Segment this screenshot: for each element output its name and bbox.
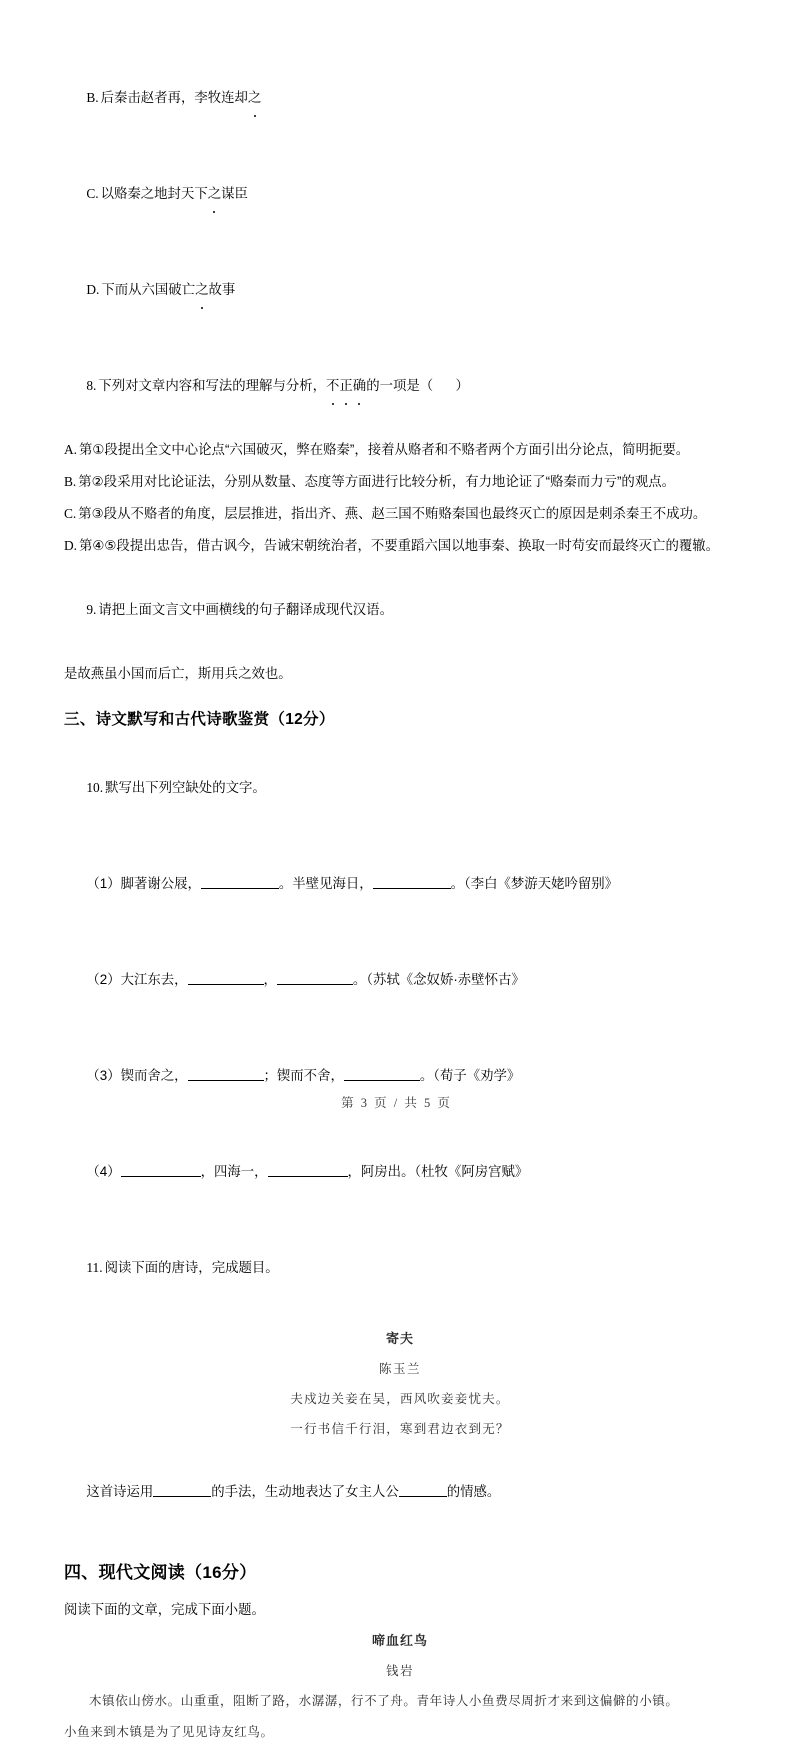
prompt-text: 的情感。 — [446, 1484, 501, 1499]
option-text: 下而从六国破亡 — [101, 282, 196, 297]
answer-blank[interactable] — [277, 971, 353, 985]
option-row — [64, 50, 736, 146]
option-row — [64, 434, 736, 466]
question-stem-text: 下列对文章内容和写法的理解与分析， — [98, 378, 327, 393]
poem-title: 寄夫 — [385, 1331, 414, 1346]
question-stem-tail: 的一项是（ ） — [366, 378, 469, 393]
prompt-text: 的手法，生动地表达了女主人公 — [211, 1484, 399, 1499]
question-number: 10. — [86, 780, 104, 795]
answer-blank[interactable] — [373, 875, 451, 889]
item-text: ，四海一， — [200, 1164, 268, 1179]
fill-blank-item — [64, 932, 736, 1028]
option-row — [64, 498, 736, 530]
answer-blank[interactable] — [399, 1483, 447, 1497]
item-marker: （4） — [86, 1164, 121, 1179]
answer-blank[interactable] — [121, 1163, 201, 1177]
item-source: 。（苏轼《念奴娇·赤壁怀古》 — [352, 972, 525, 987]
answer-blank[interactable] — [153, 1483, 211, 1497]
poem-author: 陈玉兰 — [378, 1362, 421, 1376]
answer-blank[interactable] — [268, 1163, 348, 1177]
option-text: 第③段从不赂者的角度，层层推进，指出齐、燕、赵三国不贿赂秦国也最终灭亡的原因是刺杀秦王不成功。 — [78, 506, 707, 521]
option-row — [64, 146, 736, 242]
article-paragraph: 小鱼来到木镇是为了见见诗友红鸟。 — [64, 1725, 274, 1739]
section-4-instruction: 阅读下面的文章，完成下面小题。 — [64, 1602, 265, 1617]
option-label: D. — [64, 538, 78, 553]
question-stem-text: 阅读下面的唐诗，完成题目。 — [104, 1260, 279, 1275]
question-number: 9. — [86, 602, 97, 617]
option-row — [64, 466, 736, 498]
question-10-stem — [64, 740, 736, 836]
option-label: B. — [64, 474, 77, 489]
item-marker: （3） — [86, 1068, 121, 1083]
item-text: 锲而舍之， — [120, 1068, 188, 1083]
question-8-stem — [64, 338, 736, 434]
option-text: 第②段采用对比论证法，分别从数量、态度等方面进行比较分析，有力地论证了“赂秦而力亏”的观点。 — [78, 474, 675, 489]
item-text: ， — [263, 972, 277, 987]
option-text-tail: 谋臣 — [221, 186, 248, 201]
option-label: C. — [86, 186, 99, 201]
section-heading-4: 四、现代文阅读（16分） — [64, 1563, 257, 1582]
article-author: 钱岩 — [385, 1664, 414, 1678]
prompt-text: 这首诗运用 — [86, 1484, 154, 1499]
item-marker: （2） — [86, 972, 121, 987]
option-label: C. — [64, 506, 77, 521]
page-content — [64, 50, 736, 1748]
question-9-sentence: 是故燕虽小国而后亡，斯用兵之效也。 — [64, 666, 292, 681]
item-text: 脚著谢公屐， — [120, 876, 201, 891]
option-row — [64, 530, 736, 562]
question-number: 11. — [86, 1260, 103, 1275]
emphasis-group: 不正确 — [326, 378, 366, 393]
poem-line: 夫戍边关妾在吴，西风吹妾妾忧夫。 — [290, 1392, 510, 1406]
answer-blank[interactable] — [188, 1067, 264, 1081]
fill-blank-item — [64, 836, 736, 932]
article-paragraph: 木镇依山傍水。山重重，阻断了路，水潺潺，行不了舟。青年诗人小鱼费尽周折才来到这偏僻的小镇。 — [89, 1694, 679, 1708]
answer-blank[interactable] — [188, 971, 264, 985]
emphasis-char: 之 — [208, 178, 221, 210]
page-footer: 第 3 页 / 共 5 页 — [341, 1096, 452, 1110]
item-text: 大江东去， — [120, 972, 188, 987]
option-text: 后秦击赵者再，李牧连却 — [100, 90, 248, 105]
option-label: D. — [86, 282, 100, 297]
poem-line: 一行书信千行泪，寒到君边衣到无？ — [290, 1422, 510, 1436]
item-source: 。（李白《梦游天姥吟留别》 — [450, 876, 619, 891]
answer-blank[interactable] — [344, 1067, 420, 1081]
option-text-tail: 故事 — [208, 282, 236, 297]
emphasis-char: 之 — [248, 82, 261, 114]
question-11-stem — [64, 1220, 736, 1316]
item-source: 。（荀子《劝学》 — [419, 1068, 521, 1083]
question-stem-text: 请把上面文言文中画横线的句子翻译成现代汉语。 — [98, 602, 393, 617]
item-source: ，阿房出。（杜牧《阿房宫赋》 — [347, 1164, 529, 1179]
answer-blank[interactable] — [201, 875, 279, 889]
fill-blank-item — [64, 1124, 736, 1220]
item-text: ；锲而不舍， — [263, 1068, 344, 1083]
option-label: B. — [86, 90, 99, 105]
item-text: 。半壁见海日， — [278, 876, 373, 891]
emphasis-char: 之 — [195, 274, 208, 306]
option-label: A. — [64, 442, 78, 457]
option-text: 第①段提出全文中心论点“六国破灭，弊在赂秦”，接着从赂者和不赂者两个方面引出分论点，简明扼要。 — [79, 442, 690, 457]
option-text: 第④⑤段提出忠告，借古讽今，告诫宋朝统治者，不要重蹈六国以地事秦、换取一时苟安而最终灭亡的覆辙。 — [79, 538, 720, 553]
option-row — [64, 242, 736, 338]
question-9-stem — [64, 562, 736, 658]
question-stem-text: 默写出下列空缺处的文字。 — [105, 780, 266, 795]
poem-block — [64, 1324, 736, 1444]
option-text: 以赂秦之地封天下 — [100, 186, 208, 201]
item-marker: （1） — [86, 876, 121, 891]
article-title: 啼血红鸟 — [371, 1633, 428, 1648]
question-number: 8. — [86, 378, 97, 393]
section-heading-3: 三、诗文默写和古代诗歌鉴赏（12分） — [64, 711, 335, 728]
question-11-prompt — [64, 1444, 736, 1540]
